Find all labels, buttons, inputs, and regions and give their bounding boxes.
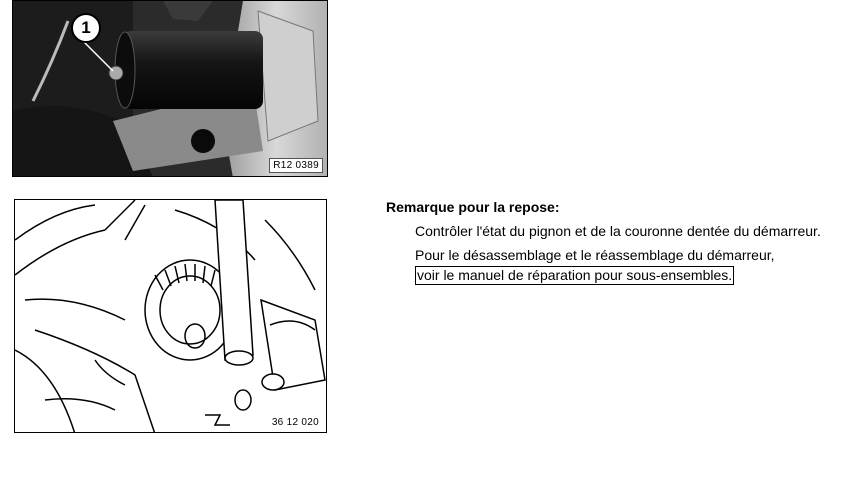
note-disassembly: Pour le désassemblage et le réassemblage du démarreur, bbox=[415, 247, 775, 263]
pinion-drawing bbox=[14, 199, 327, 433]
photo-illustration bbox=[13, 1, 328, 177]
callout-1: 1 bbox=[71, 13, 101, 43]
subassembly-manual-link[interactable]: voir le manuel de réparation pour sous-ensembles. bbox=[417, 267, 733, 283]
drawing-figure-label: 36 12 020 bbox=[269, 416, 322, 429]
photo-figure-label: R12 0389 bbox=[269, 158, 323, 173]
line-drawing bbox=[15, 200, 327, 433]
note-pinion-check: Contrôler l'état du pignon et de la couronne dentée du démarreur. bbox=[415, 223, 821, 239]
note-heading: Remarque pour la repose: bbox=[386, 199, 560, 215]
starter-photo bbox=[12, 0, 328, 177]
installation-note bbox=[386, 198, 846, 285]
